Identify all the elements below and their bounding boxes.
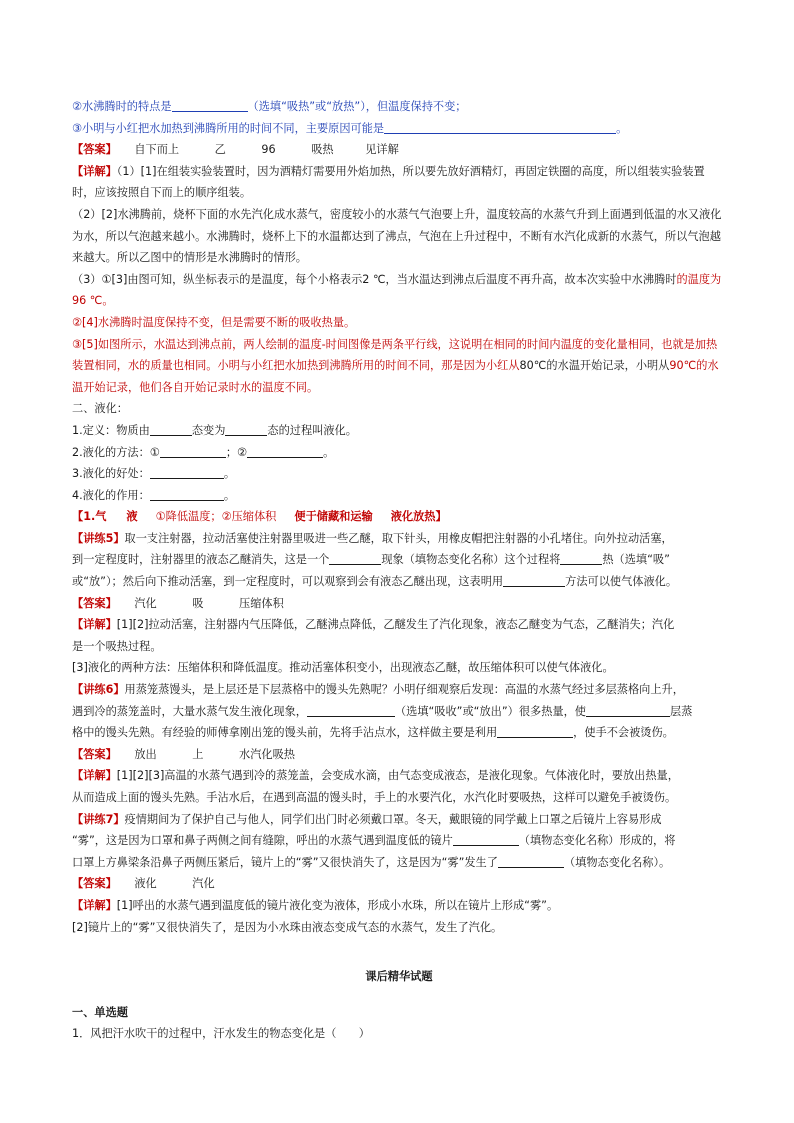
exercise-5: 到一定程度时，注射器里的液态乙醚消失，这是一个 现象（填物态变化名称）这个过程将 热（选填“吸” [72,553,670,567]
question-type-heading: 一、单选题 [72,1005,128,1019]
detail-paragraph: ②[4]水沸腾时温度保持不变，但是需要不断的吸收热量。 [72,315,356,329]
answer-line: 【答案】 汽化 吸 压缩体积 [72,596,284,610]
section2-answer: 【1.气 液 ①降低温度；②压缩体积 便于储藏和运输 液化放热】 [72,510,447,524]
document-content [72,96,726,1045]
exercise-6: 遇到冷的蒸笼盖时，大量水蒸气发生液化现象， （选填“吸收”或“放出”）很多热量，使 层蒸 [72,704,693,718]
detail-paragraph: 【详解】[1]呼出的水蒸气遇到温度低的镜片液化变为液体，形成小水珠，所以在镜片上形成“雾”。 [72,898,559,912]
detail-paragraph: 是一个吸热过程。 [72,639,162,653]
exercise-6: 【讲练6】用蒸笼蒸馒头，是上层还是下层蒸格中的馒头先熟呢？小明仔细观察后发现：高温的水蒸气经过多层蒸格向上升， [72,683,684,697]
exercise-5: 或“放”）；然后向下推动活塞，到一定程度时，可以观察到会有液态乙醚出现，这表明用 方法可以使气体液化。 [72,575,678,589]
item-benefits: 3.液化的好处： 。 [72,467,236,481]
exercise-7: “雾”，这是因为口罩和鼻子两侧之间有缝隙，呼出的水蒸气遇到温度低的镜片 （填物态变化名称）形成的，将 [72,834,676,848]
detail-paragraph: （2）[2]水沸腾前，烧杯下面的水先汽化成水蒸气，密度较小的水蒸气气泡要上升，温度较高的水蒸气升到上面遇到低温的水又液化为水，所以气泡越来越小。水沸腾时，烧杯上下的水温都达到了沸点，气泡在上升过程中，不断有水汽化成新的水蒸气，所以气泡越来越大。所以乙图中的情形是水沸腾时的情形。 [72,207,722,265]
exercise-7: 【讲练7】疫情期间为了保护自己与他人，同学们出门时必须戴口罩。冬天，戴眼镜的同学戴上口罩之后镜片上容易形成 [72,812,662,826]
question-2: ②水沸腾时的特点是 （选填“吸热”或“放热”），但温度保持不变； [72,100,467,113]
answer-blank [172,99,248,112]
detail-paragraph: 【详解】[1][2]拉动活塞，注射器内气压降低，乙醚沸点降低，乙醚发生了汽化现象，液态乙醚变为气态，乙醚消失；汽化 [72,618,675,632]
answer-line: 【答案】 自下而上 乙 96 吸热 见详解 [72,143,399,157]
detail-paragraph: 从而造成上面的馒头先熟。手沾水后，在遇到高温的馒头时，手上的水要汽化，水汽化时要吸热，这样可以避免手被烫伤。 [72,791,677,804]
answer-blank [384,121,616,134]
detail-paragraph: ③[5]如图所示，水温达到沸点前，两人绘制的温度-时间图像是两条平行线，这说明在相同的时间内温度的变化量相同，也就是加热装置相同，水的质量也相同。小明与小红把水加热到沸腾所用的时间不同，那是因为小红从80℃的水温开始记录，小明从90℃的水温开始记录，他们各自开始记录时水的温度不同。 [72,337,719,394]
section-heading: 二、液化： [72,402,128,416]
question-3: ③小明与小红把水加热到沸腾所用的时间不同，主要原因可能是 。 [72,121,628,135]
detail-paragraph: 【详解】（1）[1]在组装实验装置时，因为酒精灯需要用外焰加热，所以要先放好酒精灯，再固定铁圈的高度，所以组装实验装置时，应该按照自下而上的顺序组装。 [72,164,705,200]
detail-paragraph: [2]镜片上的“雾”又很快消失了，是因为小水珠由液态变成气态的水蒸气，发生了汽化。 [72,920,503,934]
item-uses: 4.液化的作用： 。 [72,488,236,502]
section-title: 课后精华试题 [365,970,433,984]
question-1: 1．风把汗水吹干的过程中，汗水发生的物态变化是（ ） [72,1027,370,1041]
item-definition: 1.定义：物质由 态变为 态的过程叫液化。 [72,423,357,437]
detail-paragraph: （3）①[3]由图可知，纵坐标表示的是温度，每个小格表示2 ℃，当水温达到沸点后温度不再升高，故本次实验中水沸腾时的温度为96 ℃。 [72,272,722,308]
exercise-5: 【讲练5】取一支注射器，拉动活塞使注射器里吸进一些乙醚，取下针头，用橡皮帽把注射器的小孔堵住。向外拉动活塞， [72,531,673,545]
detail-paragraph: [3]液化的两种方法：压缩体积和降低温度。推动活塞体积变小，出现液态乙醚，故压缩体积可以使气体液化。 [72,661,614,675]
exercise-6: 格中的馒头先熟。有经验的师傅拿刚出笼的馒头前，先将手沾点水，这样做主要是利用 ，使手不会被烫伤。 [72,726,674,740]
answer-line: 【答案】 放出 上 水汽化吸热 [72,747,295,761]
item-methods: 2.液化的方法：① ；② 。 [72,445,335,459]
detail-paragraph: 【详解】[1][2][3]高温的水蒸气遇到冷的蒸笼盖，会变成水滴，由气态变成液态，是液化现象。气体液化时，要放出热量， [72,769,679,783]
exercise-7: 口罩上方鼻梁条沿鼻子两侧压紧后，镜片上的“雾”又很快消失了，这是因为“雾”发生了 （填物态变化名称）。 [72,855,671,869]
answer-line: 【答案】 液化 汽化 [72,877,215,891]
